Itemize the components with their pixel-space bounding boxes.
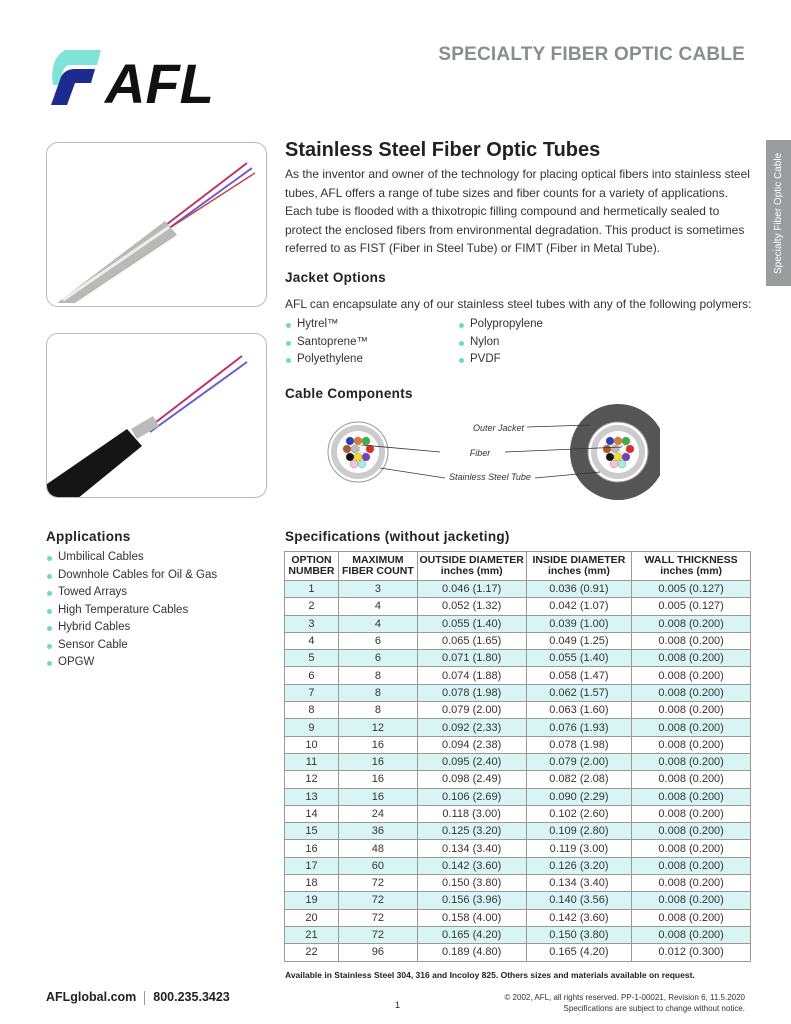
table-cell: 0.008 (0.200): [632, 875, 751, 892]
column-header-line: inches (mm): [440, 565, 503, 577]
list-item: Nylon: [458, 336, 543, 354]
fiber-strand: [611, 445, 619, 453]
table-row: [285, 771, 751, 788]
table-cell: 8: [338, 684, 417, 701]
column-header: [285, 552, 339, 581]
table-cell: 0.074 (1.88): [417, 667, 526, 684]
table-cell: 0.008 (0.200): [632, 788, 751, 805]
table-row: [285, 805, 751, 822]
table-cell: 0.039 (1.00): [526, 615, 632, 632]
table-cell: 0.142 (3.60): [526, 909, 632, 926]
fiber-strand: [606, 453, 614, 461]
list-item: OPGW: [46, 656, 217, 674]
table-cell: 0.134 (3.40): [417, 840, 526, 857]
table-row: [285, 581, 751, 598]
table-cell: 0.008 (0.200): [632, 719, 751, 736]
table-row: [285, 788, 751, 805]
table-cell: 0.008 (0.200): [632, 667, 751, 684]
fiber-strand: [354, 453, 362, 461]
fiber-label: Fiber: [469, 448, 491, 458]
table-cell: 7: [285, 684, 339, 701]
table-cell: 0.095 (2.40): [417, 753, 526, 770]
table-cell: 0.158 (4.00): [417, 909, 526, 926]
table-cell: 1: [285, 581, 339, 598]
table-cell: 0.008 (0.200): [632, 771, 751, 788]
divider: [144, 991, 145, 1005]
table-row: [285, 944, 751, 961]
table-cell: 0.065 (1.65): [417, 632, 526, 649]
list-item: Towed Arrays: [46, 586, 217, 604]
list-item: Polypropylene: [458, 318, 543, 336]
jacket-list-1: [285, 318, 368, 371]
table-cell: 13: [285, 788, 339, 805]
side-tab: Specialty Fiber Optic Cable: [766, 140, 791, 286]
table-cell: 16: [338, 788, 417, 805]
table-cell: 0.008 (0.200): [632, 736, 751, 753]
table-row: [285, 650, 751, 667]
cable-components-heading: Cable Components: [285, 386, 413, 401]
table-cell: 0.090 (2.29): [526, 788, 632, 805]
table-row: [285, 702, 751, 719]
table-cell: 8: [338, 667, 417, 684]
table-cell: 0.071 (1.80): [417, 650, 526, 667]
fiber-strand: [610, 460, 618, 468]
fiber-strand: [354, 437, 362, 445]
column-header-line: inches (mm): [660, 565, 723, 577]
fiber-strand: [350, 460, 358, 468]
materials-note: Available in Stainless Steel 304, 316 and Incoloy 825. Others sizes and materials available on request.: [285, 970, 695, 980]
jacket-list-2: [458, 318, 543, 371]
fiber-strand: [351, 445, 359, 453]
table-cell: 0.008 (0.200): [632, 615, 751, 632]
table-cell: 0.005 (0.127): [632, 598, 751, 615]
table-cell: 0.119 (3.00): [526, 840, 632, 857]
column-header-line: inches (mm): [547, 565, 610, 577]
table-cell: 0.109 (2.80): [526, 823, 632, 840]
table-cell: 0.079 (2.00): [417, 702, 526, 719]
table-cell: 0.189 (4.80): [417, 944, 526, 961]
table-row: [285, 684, 751, 701]
outer-jacket-label: Outer Jacket: [472, 423, 524, 433]
table-cell: 0.063 (1.60): [526, 702, 632, 719]
table-row: [285, 667, 751, 684]
fiber-strand: [346, 453, 354, 461]
column-header-line: OUTSIDE DIAMETER: [419, 554, 524, 566]
product-photo-bare-tube: [46, 142, 267, 307]
product-title: Stainless Steel Fiber Optic Tubes: [285, 139, 601, 161]
table-cell: 0.150 (3.80): [417, 875, 526, 892]
table-cell: 14: [285, 805, 339, 822]
website-link[interactable]: AFLglobal.com: [46, 990, 137, 1004]
fiber-strand: [346, 437, 354, 445]
list-item: Downhole Cables for Oil & Gas: [46, 569, 217, 587]
table-cell: 0.008 (0.200): [632, 805, 751, 822]
table-cell: 0.076 (1.93): [526, 719, 632, 736]
table-cell: 6: [338, 632, 417, 649]
column-header-line: INSIDE DIAMETER: [532, 554, 626, 566]
list-item: Polyethylene: [285, 353, 368, 371]
footer-contact: [46, 990, 230, 1005]
fiber-strand: [622, 437, 630, 445]
fiber-strand: [362, 437, 370, 445]
list-item: PVDF: [458, 353, 543, 371]
table-cell: 72: [338, 875, 417, 892]
column-header-line: FIBER COUNT: [342, 565, 414, 577]
fiber-strand: [606, 437, 614, 445]
table-cell: 0.008 (0.200): [632, 650, 751, 667]
table-cell: 2: [285, 598, 339, 615]
afl-logo: [45, 45, 240, 107]
list-item: Santoprene™: [285, 336, 368, 354]
table-cell: 17: [285, 857, 339, 874]
table-cell: 0.092 (2.33): [417, 719, 526, 736]
table-cell: 0.008 (0.200): [632, 684, 751, 701]
table-cell: 0.008 (0.200): [632, 926, 751, 943]
table-cell: 0.102 (2.60): [526, 805, 632, 822]
table-cell: 4: [338, 598, 417, 615]
table-cell: 0.126 (3.20): [526, 857, 632, 874]
table-cell: 0.094 (2.38): [417, 736, 526, 753]
fiber-strand: [362, 453, 370, 461]
table-cell: 0.062 (1.57): [526, 684, 632, 701]
table-cell: 0.078 (1.98): [417, 684, 526, 701]
table-cell: 16: [285, 840, 339, 857]
table-cell: 8: [285, 702, 339, 719]
copyright: [504, 992, 745, 1014]
copyright-text: © 2002, AFL, all rights reserved. PP-1-00021, Revision 6, 11.5.2020: [504, 993, 745, 1002]
table-cell: 0.049 (1.25): [526, 632, 632, 649]
table-cell: 0.058 (1.47): [526, 667, 632, 684]
table-cell: 0.008 (0.200): [632, 909, 751, 926]
table-row: [285, 598, 751, 615]
column-header-line: NUMBER: [288, 565, 335, 577]
table-cell: 6: [338, 650, 417, 667]
table-cell: 0.156 (3.96): [417, 892, 526, 909]
table-cell: 0.008 (0.200): [632, 632, 751, 649]
fiber-strand: [614, 453, 622, 461]
steel-tube-label: Stainless Steel Tube: [449, 472, 531, 482]
table-cell: 0.134 (3.40): [526, 875, 632, 892]
fiber-strand: [603, 445, 611, 453]
disclaimer-text: Specifications are subject to change without notice.: [563, 1004, 745, 1013]
fiber-strand: [614, 437, 622, 445]
table-cell: 0.150 (3.80): [526, 926, 632, 943]
fiber-strand: [622, 453, 630, 461]
table-cell: 36: [338, 823, 417, 840]
fiber-strand: [343, 445, 351, 453]
table-row: [285, 753, 751, 770]
product-intro: As the inventor and owner of the technology for placing optical fibers into stainless steel tubes, AFL offers a range of tube sizes and fiber counts for a variety of applications. Each tube is flooded with a thixotropic filling compound and hermetically sealed to protect the enclosed fibers from environmental degradation. This product is sometimes referred to as FIST (Fiber in Steel Tube) or FIMT (Fiber in Metal Tube).: [285, 167, 750, 255]
phone-number: 800.235.3423: [153, 990, 230, 1004]
page-number: 1: [395, 1000, 401, 1010]
table-cell: 12: [285, 771, 339, 788]
cable-components-diagram: [300, 400, 660, 500]
table-cell: 0.165 (4.20): [526, 944, 632, 961]
table-cell: 16: [338, 736, 417, 753]
list-item: Sensor Cable: [46, 639, 217, 657]
table-cell: 20: [285, 909, 339, 926]
table-cell: 0.012 (0.300): [632, 944, 751, 961]
fiber-strand: [359, 445, 367, 453]
table-row: [285, 823, 751, 840]
table-cell: 4: [338, 615, 417, 632]
table-cell: 16: [338, 753, 417, 770]
column-header: [632, 552, 751, 581]
table-cell: 9: [285, 719, 339, 736]
svg-text:AFL: AFL: [105, 52, 214, 107]
table-cell: 96: [338, 944, 417, 961]
table-cell: 0.078 (1.98): [526, 736, 632, 753]
table-cell: 60: [338, 857, 417, 874]
table-cell: 48: [338, 840, 417, 857]
applications-heading: Applications: [46, 529, 131, 544]
table-cell: 0.042 (1.07): [526, 598, 632, 615]
fiber-strand: [618, 460, 626, 468]
table-row: [285, 909, 751, 926]
table-row: [285, 840, 751, 857]
table-cell: 0.008 (0.200): [632, 702, 751, 719]
list-item: High Temperature Cables: [46, 604, 217, 622]
table-cell: 21: [285, 926, 339, 943]
table-cell: 0.106 (2.69): [417, 788, 526, 805]
table-cell: 5: [285, 650, 339, 667]
table-cell: 3: [338, 581, 417, 598]
table-row: [285, 892, 751, 909]
jacketed-tube-cross-section: [570, 404, 660, 500]
table-cell: 10: [285, 736, 339, 753]
table-row: [285, 615, 751, 632]
table-cell: 22: [285, 944, 339, 961]
list-item: Hytrel™: [285, 318, 368, 336]
table-cell: 0.098 (2.49): [417, 771, 526, 788]
jacket-options-intro: AFL can encapsulate any of our stainless steel tubes with any of the following polymers:: [285, 297, 752, 311]
table-cell: 0.118 (3.00): [417, 805, 526, 822]
table-cell: 0.036 (0.91): [526, 581, 632, 598]
table-row: [285, 926, 751, 943]
table-row: [285, 719, 751, 736]
column-header: [526, 552, 632, 581]
table-cell: 12: [338, 719, 417, 736]
table-cell: 0.125 (3.20): [417, 823, 526, 840]
table-cell: 11: [285, 753, 339, 770]
table-cell: 0.008 (0.200): [632, 823, 751, 840]
table-cell: 72: [338, 926, 417, 943]
jacket-options-heading: Jacket Options: [285, 270, 386, 285]
table-cell: 0.055 (1.40): [526, 650, 632, 667]
table-cell: 0.052 (1.32): [417, 598, 526, 615]
fiber-strand: [619, 445, 627, 453]
table-cell: 4: [285, 632, 339, 649]
section-title: SPECIALTY FIBER OPTIC CABLE: [438, 44, 745, 65]
table-row: [285, 736, 751, 753]
table-cell: 0.140 (3.56): [526, 892, 632, 909]
column-header: [417, 552, 526, 581]
list-item: Umbilical Cables: [46, 551, 217, 569]
specifications-table: [284, 551, 751, 962]
table-cell: 0.079 (2.00): [526, 753, 632, 770]
table-row: [285, 857, 751, 874]
table-cell: 72: [338, 892, 417, 909]
table-cell: 0.008 (0.200): [632, 753, 751, 770]
table-cell: 16: [338, 771, 417, 788]
table-cell: 0.008 (0.200): [632, 857, 751, 874]
bare-tube-cross-section: [328, 422, 388, 482]
table-row: [285, 632, 751, 649]
table-cell: 0.165 (4.20): [417, 926, 526, 943]
table-cell: 0.055 (1.40): [417, 615, 526, 632]
applications-list: [46, 551, 217, 674]
table-cell: 8: [338, 702, 417, 719]
table-cell: 0.008 (0.200): [632, 840, 751, 857]
specifications-heading: Specifications (without jacketing): [285, 529, 510, 544]
column-header-line: WALL THICKNESS: [644, 554, 738, 566]
column-header-line: MAXIMUM: [352, 554, 404, 566]
table-row: [285, 875, 751, 892]
table-cell: 3: [285, 615, 339, 632]
table-cell: 6: [285, 667, 339, 684]
table-cell: 0.008 (0.200): [632, 892, 751, 909]
table-cell: 0.082 (2.08): [526, 771, 632, 788]
list-item: Hybrid Cables: [46, 621, 217, 639]
fiber-strand: [358, 460, 366, 468]
column-header: [338, 552, 417, 581]
table-cell: 15: [285, 823, 339, 840]
table-cell: 0.046 (1.17): [417, 581, 526, 598]
product-photo-jacketed-tube: [46, 333, 267, 498]
table-cell: 0.142 (3.60): [417, 857, 526, 874]
table-cell: 18: [285, 875, 339, 892]
table-cell: 24: [338, 805, 417, 822]
column-header-line: OPTION: [291, 554, 332, 566]
fiber-strand: [626, 445, 634, 453]
table-cell: 0.005 (0.127): [632, 581, 751, 598]
table-cell: 19: [285, 892, 339, 909]
table-cell: 72: [338, 909, 417, 926]
